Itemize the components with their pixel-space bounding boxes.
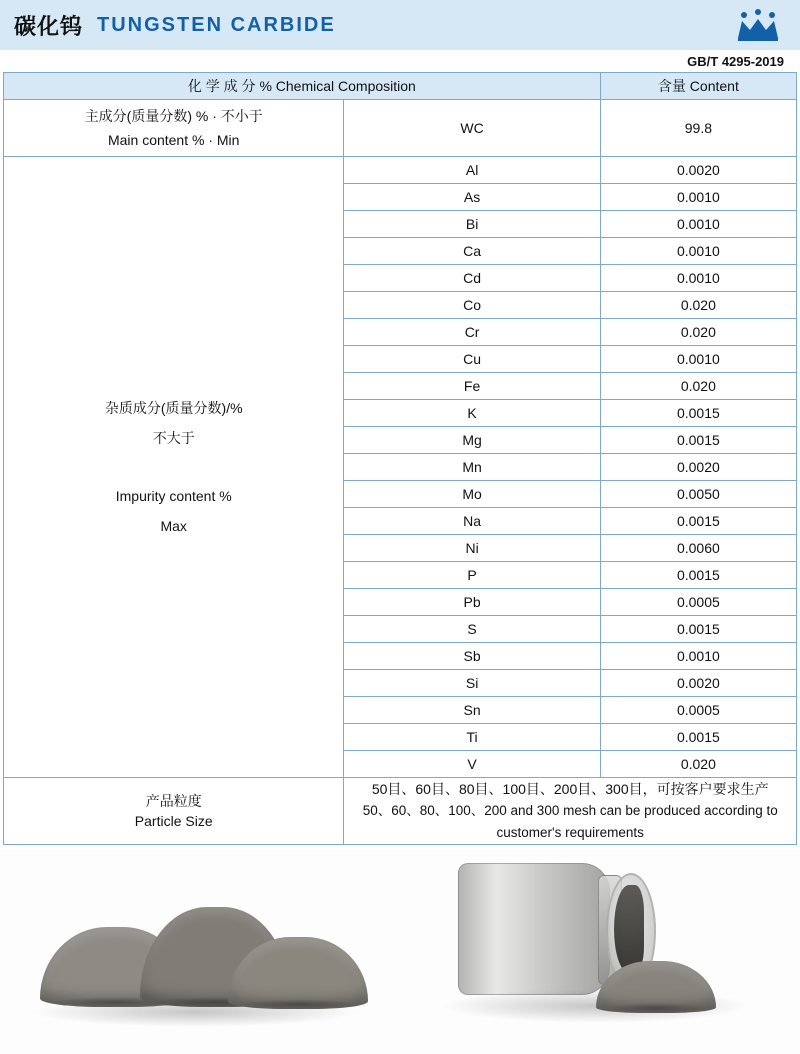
impurity-value: 0.0010 xyxy=(600,346,796,373)
impurity-symbol: Co xyxy=(344,292,600,319)
impurity-symbol: V xyxy=(344,751,600,778)
impurity-label-cn-2: 不大于 xyxy=(152,430,195,446)
impurity-label-cn-1: 杂质成分(质量分数)/% xyxy=(104,400,243,416)
impurity-label-cell xyxy=(4,157,344,778)
table-header-row xyxy=(4,73,797,100)
impurity-value: 0.0010 xyxy=(600,184,796,211)
impurity-symbol: Mo xyxy=(344,481,600,508)
impurity-value: 0.0015 xyxy=(600,400,796,427)
impurity-symbol: Bi xyxy=(344,211,600,238)
impurity-symbol: Ca xyxy=(344,238,600,265)
impurity-symbol: Pb xyxy=(344,589,600,616)
impurity-value: 0.0010 xyxy=(600,211,796,238)
particle-size-value-en: 50、60、80、100、200 and 300 mesh can be produced according to customer's requirements xyxy=(362,803,778,840)
impurity-value: 0.0015 xyxy=(600,508,796,535)
impurity-value: 0.0020 xyxy=(600,454,796,481)
impurity-value: 0.020 xyxy=(600,292,796,319)
table-row xyxy=(4,157,797,184)
particle-size-label-en: Particle Size xyxy=(134,813,213,829)
standard-code: GB/T 4295-2019 xyxy=(687,53,784,69)
impurity-label-spacer xyxy=(4,453,343,481)
impurity-symbol: Mg xyxy=(344,427,600,454)
impurity-value: 0.0010 xyxy=(600,238,796,265)
main-content-label-en: Main content % · Min xyxy=(107,132,240,148)
impurity-value: 0.020 xyxy=(600,751,796,778)
impurity-symbol: P xyxy=(344,562,600,589)
impurity-value: 0.0015 xyxy=(600,616,796,643)
impurity-value: 0.0015 xyxy=(600,562,796,589)
main-content-symbol: WC xyxy=(344,100,600,157)
crown-logo-icon xyxy=(732,8,784,42)
impurity-value: 0.0060 xyxy=(600,535,796,562)
impurity-symbol: Cr xyxy=(344,319,600,346)
impurity-symbol: Cd xyxy=(344,265,600,292)
chemical-composition-table xyxy=(3,72,797,845)
main-content-label-cn: 主成分(质量分数) % · 不小于 xyxy=(84,108,263,124)
page-title-en: TUNGSTEN CARBIDE xyxy=(97,13,336,36)
impurity-value: 0.0020 xyxy=(600,670,796,697)
impurity-symbol: Sb xyxy=(344,643,600,670)
impurity-label-en-2: Max xyxy=(160,518,187,534)
impurity-symbol: Al xyxy=(344,157,600,184)
product-photos xyxy=(0,849,800,1054)
impurity-value: 0.0005 xyxy=(600,589,796,616)
page-title-cn: 碳化钨 xyxy=(14,14,84,40)
jar-interior xyxy=(614,885,644,973)
main-content-label xyxy=(4,100,344,157)
particle-size-label-cn: 产品粒度 xyxy=(145,793,202,809)
impurity-value: 0.0010 xyxy=(600,643,796,670)
impurity-symbol: Si xyxy=(344,670,600,697)
particle-size-label xyxy=(4,778,344,845)
table-row-particle-size xyxy=(4,778,797,845)
impurity-symbol: Mn xyxy=(344,454,600,481)
impurity-value: 0.0050 xyxy=(600,481,796,508)
impurity-symbol: K xyxy=(344,400,600,427)
impurity-value: 0.020 xyxy=(600,373,796,400)
impurity-symbol: Fe xyxy=(344,373,600,400)
particle-size-value-cn: 50目、60目、80目、100目、200目、300目，可按客户要求生产 xyxy=(371,781,769,797)
impurity-symbol: Cu xyxy=(344,346,600,373)
impurity-symbol: Ti xyxy=(344,724,600,751)
impurity-value: 0.0015 xyxy=(600,427,796,454)
impurity-symbol: Na xyxy=(344,508,600,535)
impurity-label-en-1: Impurity content % xyxy=(115,488,232,504)
header-content: 含量 Content xyxy=(600,73,796,100)
page-header xyxy=(0,0,800,50)
jar-body xyxy=(458,863,610,995)
impurity-symbol: As xyxy=(344,184,600,211)
particle-size-value xyxy=(344,778,797,845)
photo-powder-jar xyxy=(400,849,800,1054)
impurity-value: 0.0010 xyxy=(600,265,796,292)
standard-code-row xyxy=(0,50,800,72)
impurity-symbol: S xyxy=(344,616,600,643)
impurity-value: 0.0015 xyxy=(600,724,796,751)
impurity-symbol: Sn xyxy=(344,697,600,724)
photo-powder-heaps xyxy=(0,849,400,1054)
main-content-value: 99.8 xyxy=(600,100,796,157)
impurity-symbol: Ni xyxy=(344,535,600,562)
table-row-main-content xyxy=(4,100,797,157)
header-composition: 化 学 成 分 % Chemical Composition xyxy=(4,73,601,100)
impurity-value: 0.0005 xyxy=(600,697,796,724)
impurity-value: 0.020 xyxy=(600,319,796,346)
impurity-value: 0.0020 xyxy=(600,157,796,184)
